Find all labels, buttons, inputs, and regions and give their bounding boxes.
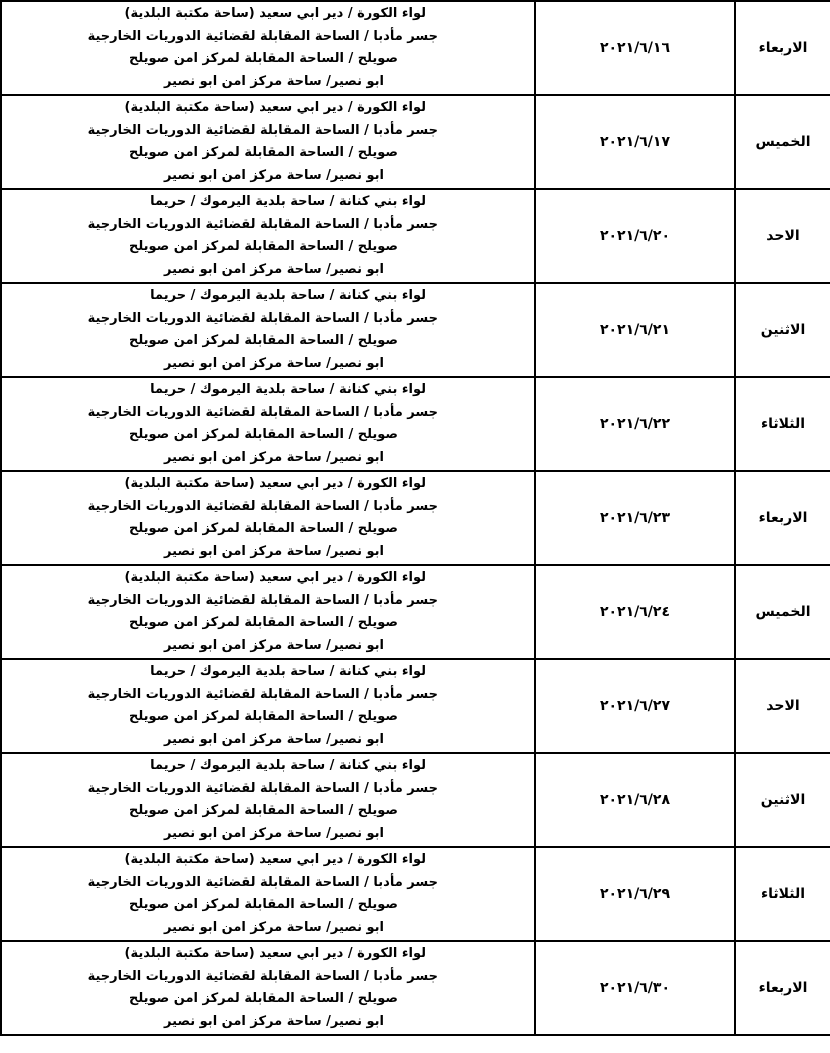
location-line: ابو نصير/ ساحة مركز امن ابو نصير [164, 919, 384, 935]
schedule-row [1, 565, 830, 659]
location-line: لواء الكورة / دير ابي سعيد (ساحة مكتبة البلدية) [124, 100, 426, 115]
location-line: صويلح / الساحة المقابلة لمركز امن صويلح [128, 521, 398, 536]
location-line: جسر مأدبا / الساحة المقابلة لقضائية الدوريات الخارجية [87, 404, 438, 420]
location-line: جسر مأدبا / الساحة المقابلة لقضائية الدوريات الخارجية [87, 310, 438, 326]
day-cell: الثلاثاء [735, 377, 830, 471]
date-cell: ٢٠٢١/٦/٢٠ [535, 189, 735, 283]
location-line: لواء الكورة / دير ابي سعيد (ساحة مكتبة البلدية) [124, 946, 426, 961]
location-line: صويلح / الساحة المقابلة لمركز امن صويلح [128, 145, 398, 160]
location-line: ابو نصير/ ساحة مركز امن ابو نصير [164, 731, 384, 747]
location-line: ابو نصير/ ساحة مركز امن ابو نصير [164, 355, 384, 371]
location-line: صويلح / الساحة المقابلة لمركز امن صويلح [128, 427, 398, 442]
locations-cell [1, 1, 535, 95]
schedule-row [1, 95, 830, 189]
location-line: جسر مأدبا / الساحة المقابلة لقضائية الدوريات الخارجية [87, 592, 438, 608]
location-line: ابو نصير/ ساحة مركز امن ابو نصير [164, 1013, 384, 1029]
location-line: لواء بني كنانة / ساحة بلدية اليرموك / حريما [150, 382, 426, 397]
date-cell: ٢٠٢١/٦/١٧ [535, 95, 735, 189]
location-line: جسر مأدبا / الساحة المقابلة لقضائية الدوريات الخارجية [87, 28, 438, 44]
location-line: لواء الكورة / دير ابي سعيد (ساحة مكتبة البلدية) [124, 6, 426, 21]
schedule-row [1, 847, 830, 941]
date-cell: ٢٠٢١/٦/٢٤ [535, 565, 735, 659]
schedule-row [1, 941, 830, 1035]
location-line: ابو نصير/ ساحة مركز امن ابو نصير [164, 637, 384, 653]
schedule-row [1, 1, 830, 95]
locations-cell [1, 471, 535, 565]
location-line: صويلح / الساحة المقابلة لمركز امن صويلح [128, 615, 398, 630]
location-line: جسر مأدبا / الساحة المقابلة لقضائية الدوريات الخارجية [87, 874, 438, 890]
locations-cell [1, 659, 535, 753]
location-line: ابو نصير/ ساحة مركز امن ابو نصير [164, 167, 384, 183]
date-cell: ٢٠٢١/٦/٢٩ [535, 847, 735, 941]
location-line: صويلح / الساحة المقابلة لمركز امن صويلح [128, 991, 398, 1006]
locations-cell [1, 565, 535, 659]
day-cell: الاربعاء [735, 941, 830, 1035]
location-line: صويلح / الساحة المقابلة لمركز امن صويلح [128, 333, 398, 348]
day-cell: الاربعاء [735, 1, 830, 95]
location-line: لواء الكورة / دير ابي سعيد (ساحة مكتبة البلدية) [124, 852, 426, 867]
location-line: لواء الكورة / دير ابي سعيد (ساحة مكتبة البلدية) [124, 570, 426, 585]
schedule-row [1, 659, 830, 753]
date-cell: ٢٠٢١/٦/٢٢ [535, 377, 735, 471]
day-cell: الخميس [735, 95, 830, 189]
location-line: لواء بني كنانة / ساحة بلدية اليرموك / حريما [150, 194, 426, 209]
location-line: ابو نصير/ ساحة مركز امن ابو نصير [164, 543, 384, 559]
location-line: صويلح / الساحة المقابلة لمركز امن صويلح [128, 897, 398, 912]
locations-cell [1, 95, 535, 189]
location-line: جسر مأدبا / الساحة المقابلة لقضائية الدوريات الخارجية [87, 498, 438, 514]
day-cell: الاربعاء [735, 471, 830, 565]
locations-cell [1, 283, 535, 377]
location-line: صويلح / الساحة المقابلة لمركز امن صويلح [128, 709, 398, 724]
day-cell: الخميس [735, 565, 830, 659]
schedule-table-body [1, 1, 830, 1035]
location-line: لواء بني كنانة / ساحة بلدية اليرموك / حريما [150, 758, 426, 773]
location-line: ابو نصير/ ساحة مركز امن ابو نصير [164, 73, 384, 89]
location-line: جسر مأدبا / الساحة المقابلة لقضائية الدوريات الخارجية [87, 968, 438, 984]
location-line: جسر مأدبا / الساحة المقابلة لقضائية الدوريات الخارجية [87, 686, 438, 702]
schedule-row [1, 189, 830, 283]
day-cell: الاثنين [735, 283, 830, 377]
location-line: جسر مأدبا / الساحة المقابلة لقضائية الدوريات الخارجية [87, 216, 438, 232]
location-line: ابو نصير/ ساحة مركز امن ابو نصير [164, 261, 384, 277]
location-line: صويلح / الساحة المقابلة لمركز امن صويلح [128, 51, 398, 66]
location-line: ابو نصير/ ساحة مركز امن ابو نصير [164, 449, 384, 465]
locations-cell [1, 753, 535, 847]
location-line: جسر مأدبا / الساحة المقابلة لقضائية الدوريات الخارجية [87, 780, 438, 796]
date-cell: ٢٠٢١/٦/٣٠ [535, 941, 735, 1035]
date-cell: ٢٠٢١/٦/٢١ [535, 283, 735, 377]
date-cell: ٢٠٢١/٦/٢٨ [535, 753, 735, 847]
date-cell: ٢٠٢١/٦/١٦ [535, 1, 735, 95]
location-line: ابو نصير/ ساحة مركز امن ابو نصير [164, 825, 384, 841]
locations-cell [1, 189, 535, 283]
location-line: لواء بني كنانة / ساحة بلدية اليرموك / حريما [150, 288, 426, 303]
location-line: صويلح / الساحة المقابلة لمركز امن صويلح [128, 239, 398, 254]
location-line: جسر مأدبا / الساحة المقابلة لقضائية الدوريات الخارجية [87, 122, 438, 138]
location-line: لواء الكورة / دير ابي سعيد (ساحة مكتبة البلدية) [124, 476, 426, 491]
day-cell: الثلاثاء [735, 847, 830, 941]
location-line: صويلح / الساحة المقابلة لمركز امن صويلح [128, 803, 398, 818]
schedule-row [1, 753, 830, 847]
locations-cell [1, 377, 535, 471]
schedule-row [1, 377, 830, 471]
schedule-row [1, 283, 830, 377]
day-cell: الاحد [735, 189, 830, 283]
date-cell: ٢٠٢١/٦/٢٧ [535, 659, 735, 753]
schedule-row [1, 471, 830, 565]
date-cell: ٢٠٢١/٦/٢٣ [535, 471, 735, 565]
location-line: لواء بني كنانة / ساحة بلدية اليرموك / حريما [150, 664, 426, 679]
locations-cell [1, 941, 535, 1035]
locations-cell [1, 847, 535, 941]
day-cell: الاثنين [735, 753, 830, 847]
day-cell: الاحد [735, 659, 830, 753]
